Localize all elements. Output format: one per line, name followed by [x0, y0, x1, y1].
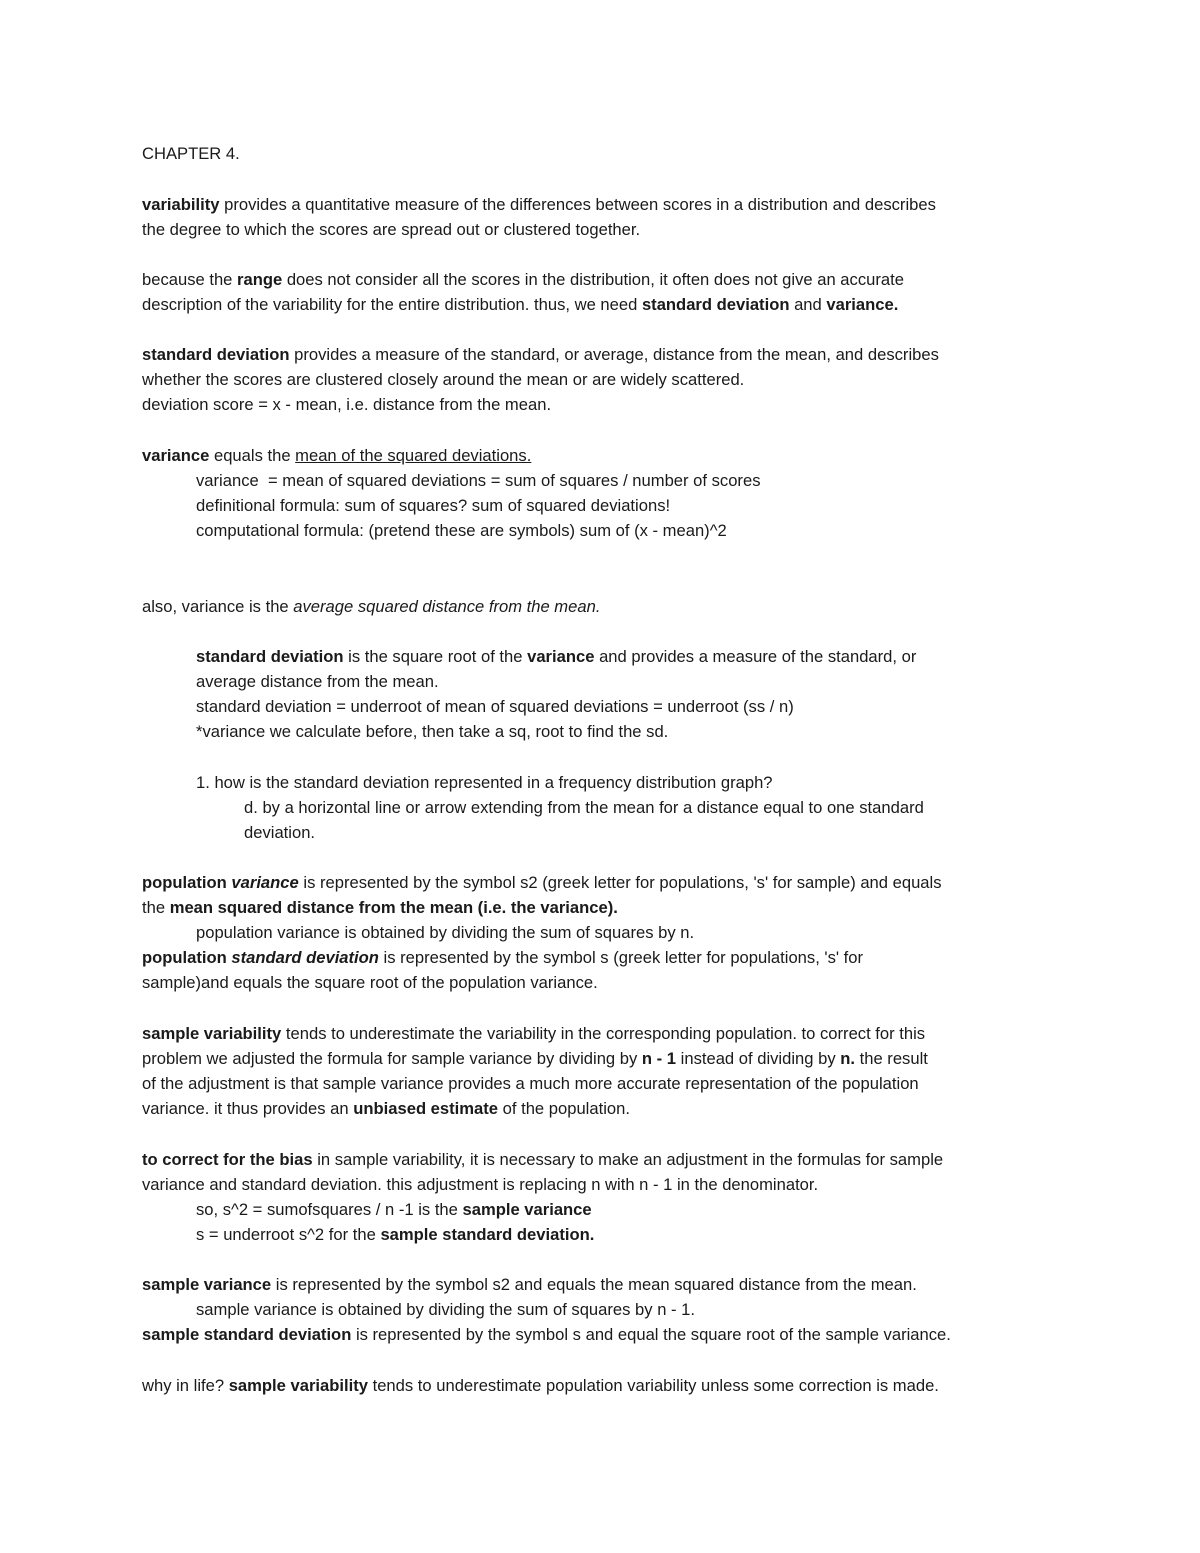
text-line: [196, 922, 694, 944]
text-run: the degree to which the scores are spread out or clustered together.: [142, 220, 641, 239]
text-run: does not consider all the scores in the distribution, it often does not give an accurate: [282, 270, 904, 289]
text-run: standard deviation: [641, 295, 790, 314]
text-line: [142, 344, 939, 366]
text-run: is represented by the symbol s (greek letter for populations, 's' for: [378, 948, 864, 967]
text-run: population variance is obtained by dividing the sum of squares by n.: [196, 923, 695, 942]
text-line: [244, 797, 924, 819]
text-run: definitional formula: sum of squares? sum of squared deviations!: [196, 496, 671, 515]
text-run: is represented by the symbol s and equal the square root of the sample variance.: [351, 1325, 951, 1344]
text-run: average distance from the mean.: [196, 672, 439, 691]
text-run: so, s^2 = sumofsquares / n -1 is the: [196, 1200, 463, 1219]
text-run: whether the scores are clustered closely around the mean or are widely scattered.: [142, 370, 745, 389]
text-run: n - 1: [641, 1049, 677, 1068]
text-run: sample variability: [142, 1024, 282, 1043]
text-line: [196, 520, 727, 542]
text-line: [196, 470, 761, 492]
text-run: provides a measure of the standard, or average, distance from the mean, and describes: [289, 345, 939, 364]
text-run: variance: [231, 873, 299, 892]
text-line: [142, 1174, 818, 1196]
text-line: [142, 294, 898, 316]
text-line: [196, 1299, 695, 1321]
text-line: [196, 646, 916, 668]
text-line: [142, 194, 936, 216]
text-run: because the: [142, 270, 238, 289]
text-run: of the population.: [498, 1099, 630, 1118]
text-run: population: [142, 873, 232, 892]
text-run: sample variance: [462, 1200, 592, 1219]
text-run: variance.: [826, 295, 899, 314]
text-line: [142, 219, 640, 241]
text-line: [196, 1199, 592, 1221]
text-run: why in life?: [142, 1376, 229, 1395]
text-run: to correct for the bias: [142, 1150, 313, 1169]
text-line: [196, 1224, 594, 1246]
text-run: is represented by the symbol s2 (greek letter for populations, 's' for sample) and equals: [298, 873, 942, 892]
text-run: tends to underestimate the variability in the corresponding population. to correct for this: [281, 1024, 926, 1043]
text-run: variance. it thus provides an: [142, 1099, 354, 1118]
text-line: [196, 495, 670, 517]
text-line: [196, 721, 668, 743]
text-run: problem we adjusted the formula for sample variance by dividing by: [142, 1049, 642, 1068]
text-line: [142, 1274, 917, 1296]
text-run: s = underroot s^2 for the: [196, 1225, 381, 1244]
text-line: [142, 369, 744, 391]
text-run: computational formula: (pretend these are symbols) sum of (x - mean)^2: [196, 521, 727, 540]
text-run: instead of dividing by: [676, 1049, 841, 1068]
text-run: is the square root of the: [343, 647, 528, 666]
text-run: provides a quantitative measure of the differences between scores in a distribution and describes: [219, 195, 936, 214]
text-run: the result: [855, 1049, 928, 1068]
text-run: sample standard deviation.: [380, 1225, 595, 1244]
text-run: 1. how is the standard deviation represented in a frequency distribution graph?: [196, 773, 773, 792]
text-line: [142, 1023, 925, 1045]
text-line: [142, 972, 598, 994]
text-run: description of the variability for the entire distribution. thus, we need: [142, 295, 642, 314]
text-run: variance: [142, 446, 210, 465]
text-run: *variance we calculate before, then take a sq, root to find the sd.: [196, 722, 669, 741]
text-run: deviation score = x - mean, i.e. distance from the mean.: [142, 395, 552, 414]
text-run: n.: [840, 1049, 855, 1068]
text-run: and: [789, 295, 827, 314]
text-run: sample variance: [142, 1275, 272, 1294]
text-run: sample variability: [228, 1376, 368, 1395]
text-run: mean squared distance from the mean (i.e. the variance).: [169, 898, 618, 917]
text-line: [196, 772, 773, 794]
text-line: [142, 1098, 630, 1120]
text-line: [196, 671, 439, 693]
text-run: equals the: [209, 446, 296, 465]
text-run: the: [142, 898, 170, 917]
text-run: deviation.: [244, 823, 316, 842]
text-run: sample)and equals the square root of the population variance.: [142, 973, 598, 992]
text-run: standard deviation: [196, 647, 344, 666]
text-line: [142, 394, 551, 416]
text-line: [142, 1324, 951, 1346]
text-run: sample standard deviation: [142, 1325, 352, 1344]
text-line: [142, 1073, 919, 1095]
text-run: also, variance is the: [142, 597, 294, 616]
text-line: [142, 445, 531, 467]
text-line: [142, 269, 904, 291]
chapter-heading: CHAPTER 4.: [142, 144, 240, 163]
text-run: population: [142, 948, 232, 967]
text-line: [142, 1375, 939, 1397]
text-run: tends to underestimate population variability unless some correction is made.: [367, 1376, 939, 1395]
text-line: [142, 1048, 928, 1070]
text-line: [142, 872, 942, 894]
text-run: standard deviation = underroot of mean of squared deviations = underroot (ss / n): [196, 697, 794, 716]
text-run: sample variance is obtained by dividing the sum of squares by n - 1.: [196, 1300, 696, 1319]
text-run: mean of the squared deviations.: [295, 446, 532, 465]
text-run: of the adjustment is that sample variance provides a much more accurate representation of the population: [142, 1074, 919, 1093]
text-run: standard deviation: [142, 345, 290, 364]
text-line: [142, 897, 618, 919]
text-run: is represented by the symbol s2 and equals the mean squared distance from the mean.: [271, 1275, 917, 1294]
text-run: variance and standard deviation. this adjustment is replacing n with n - 1 in the denominator.: [142, 1175, 819, 1194]
text-line: [244, 822, 315, 844]
text-run: variance: [527, 647, 595, 666]
text-run: d. by a horizontal line or arrow extending from the mean for a distance equal to one standard: [244, 798, 924, 817]
text-line: [142, 596, 600, 618]
text-run: variability: [142, 195, 220, 214]
text-line: [142, 1149, 943, 1171]
text-run: in sample variability, it is necessary to make an adjustment in the formulas for sample: [312, 1150, 944, 1169]
text-run: and provides a measure of the standard, or: [594, 647, 917, 666]
text-run: unbiased estimate: [353, 1099, 499, 1118]
text-run: range: [237, 270, 283, 289]
text-run: standard deviation: [231, 948, 379, 967]
text-run: average squared distance from the mean.: [293, 597, 601, 616]
text-line: [196, 696, 794, 718]
text-run: variance = mean of squared deviations = sum of squares / number of scores: [196, 471, 761, 490]
text-line: [142, 947, 863, 969]
